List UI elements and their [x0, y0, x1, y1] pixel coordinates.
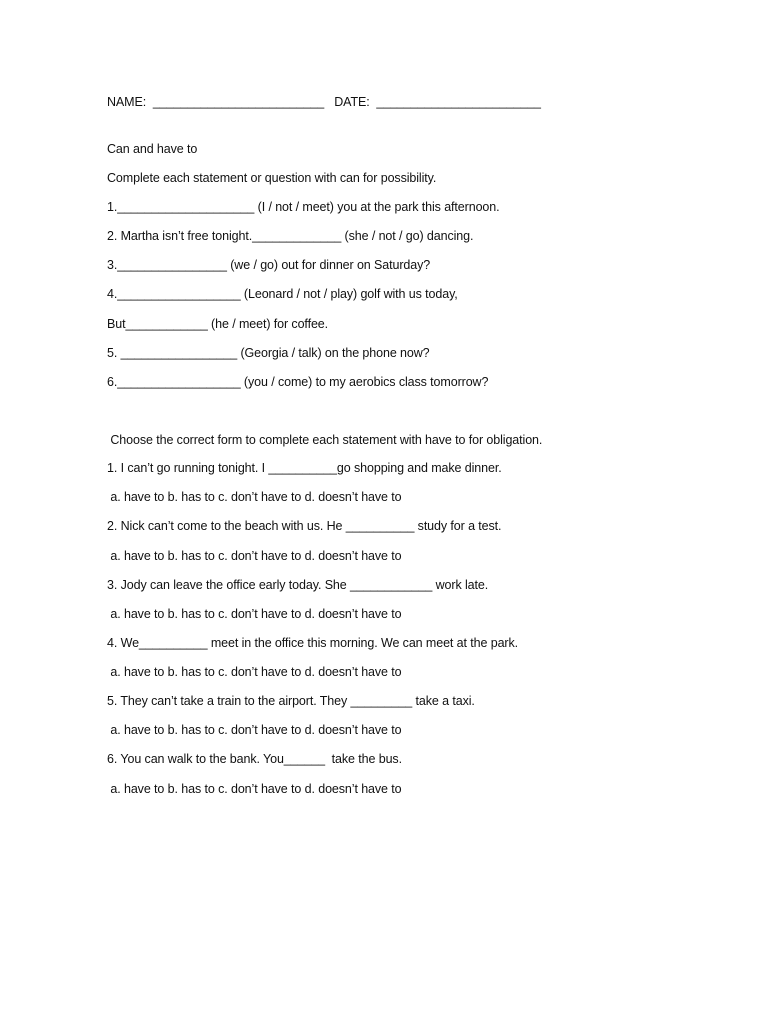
exercise-item: 4.__________________ (Leonard / not / play) golf with us today,: [107, 287, 458, 301]
answer-options: a. have to b. has to c. don’t have to d. doesn’t have to: [107, 665, 402, 679]
answer-options: a. have to b. has to c. don’t have to d. doesn’t have to: [107, 490, 402, 504]
section2-instruction: Choose the correct form to complete each statement with have to for obligation.: [107, 433, 543, 447]
exercise-item: 5. _________________ (Georgia / talk) on the phone now?: [107, 346, 430, 360]
question-item: 6. You can walk to the bank. You______ take the bus.: [107, 752, 402, 766]
answer-options: a. have to b. has to c. don’t have to d. doesn’t have to: [107, 549, 402, 563]
question-item: 2. Nick can’t come to the beach with us. He __________ study for a test.: [107, 519, 502, 533]
section1-instruction: Complete each statement or question with can for possibility.: [107, 171, 437, 185]
exercise-item: 1.____________________ (I / not / meet) you at the park this afternoon.: [107, 200, 500, 214]
question-item: 3. Jody can leave the office early today. She ____________ work late.: [107, 578, 489, 592]
exercise-item: 6.__________________ (you / come) to my aerobics class tomorrow?: [107, 375, 489, 389]
answer-options: a. have to b. has to c. don’t have to d. doesn’t have to: [107, 723, 402, 737]
name-date-line: NAME: _________________________ DATE: ________________________: [107, 95, 541, 109]
question-item: 5. They can’t take a train to the airport. They _________ take a taxi.: [107, 694, 475, 708]
exercise-item: But____________ (he / meet) for coffee.: [107, 317, 329, 331]
answer-options: a. have to b. has to c. don’t have to d. doesn’t have to: [107, 607, 402, 621]
question-item: 4. We__________ meet in the office this morning. We can meet at the park.: [107, 636, 519, 650]
exercise-item: 3.________________ (we / go) out for dinner on Saturday?: [107, 258, 431, 272]
exercise-item: 2. Martha isn’t free tonight._____________ (she / not / go) dancing.: [107, 229, 474, 243]
question-item: 1. I can’t go running tonight. I __________go shopping and make dinner.: [107, 461, 502, 475]
answer-options: a. have to b. has to c. don’t have to d. doesn’t have to: [107, 782, 402, 796]
section-title: Can and have to: [107, 142, 198, 156]
